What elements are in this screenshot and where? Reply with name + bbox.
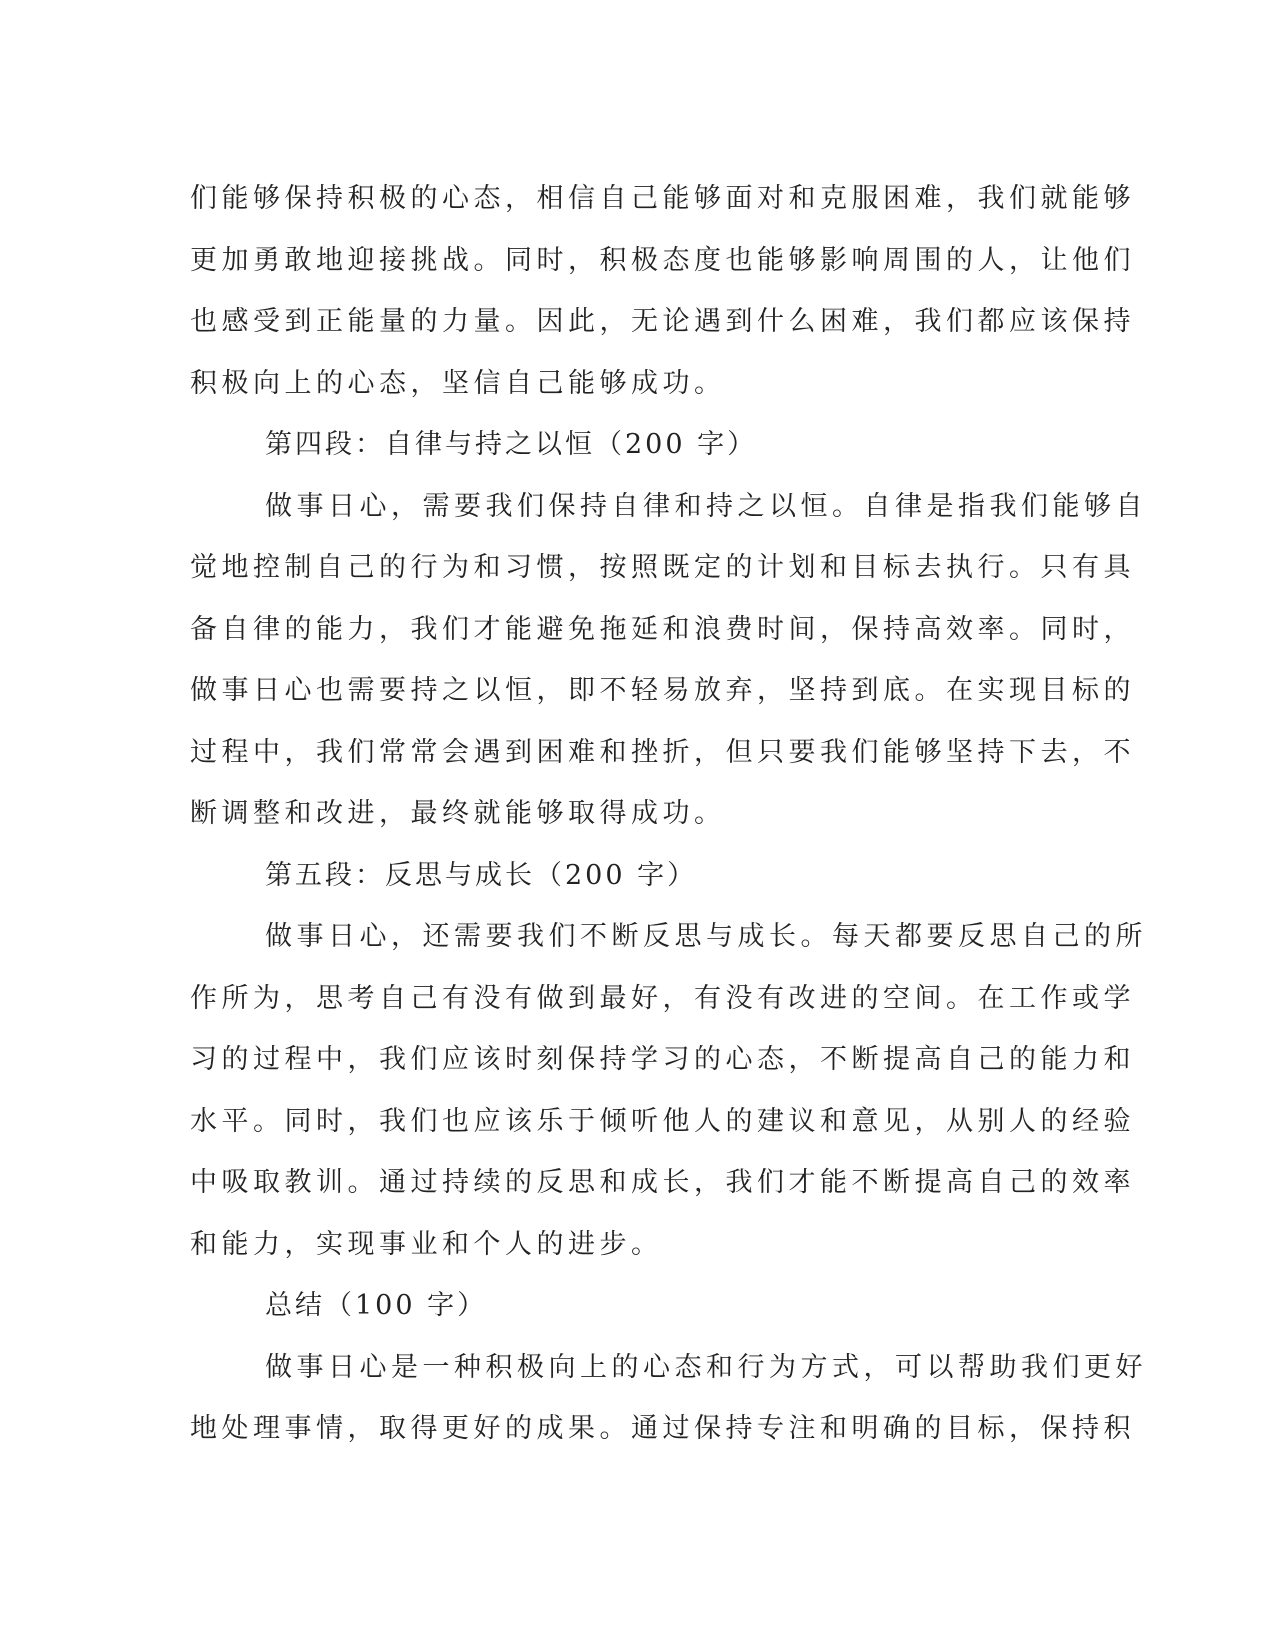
text-line: 断调整和改进，最终就能够取得成功。 [190, 798, 726, 829]
text-line: 地处理事情，取得更好的成果。通过保持专注和明确的目标，保持积 [190, 1413, 1135, 1444]
text-line: 更加勇敢地迎接挑战。同时，积极态度也能够影响周围的人，让他们 [190, 244, 1135, 276]
text-line: 水平。同时，我们也应该乐于倾听他人的建议和意见，从别人的经验 [190, 1105, 1135, 1137]
text-line: 做事日心，还需要我们不断反思与成长。每天都要反思自己的所 [265, 921, 1147, 952]
text-line: 也感受到正能量的力量。因此，无论遇到什么困难，我们都应该保持 [190, 306, 1135, 337]
text-line: 觉地控制自己的行为和习惯，按照既定的计划和目标去执行。只有具 [190, 552, 1135, 583]
text-line: 积极向上的心态，坚信自己能够成功。 [190, 367, 726, 399]
document-body [190, 168, 1147, 1460]
section-heading-summary: 总结（100 字） [265, 1290, 488, 1321]
text-line: 和能力，实现事业和个人的进步。 [190, 1228, 663, 1260]
text-line: 中吸取教训。通过持续的反思和成长，我们才能不断提高自己的效率 [190, 1167, 1135, 1198]
text-line: 过程中，我们常常会遇到困难和挫折，但只要我们能够坚持下去，不 [190, 736, 1135, 768]
section-heading-4: 第四段：自律与持之以恒（200 字） [265, 429, 758, 460]
section-heading-5: 第五段：反思与成长（200 字） [265, 859, 698, 891]
text-line: 做事日心也需要持之以恒，即不轻易放弃，坚持到底。在实现目标的 [190, 675, 1135, 706]
text-line: 备自律的能力，我们才能避免拖延和浪费时间，保持高效率。同时， [190, 613, 1135, 645]
text-line: 做事日心，需要我们保持自律和持之以恒。自律是指我们能够自 [265, 490, 1147, 522]
text-line: 们能够保持积极的心态，相信自己能够面对和克服困难，我们就能够 [190, 183, 1135, 214]
text-line: 习的过程中，我们应该时刻保持学习的心态，不断提高自己的能力和 [190, 1044, 1135, 1075]
text-line: 做事日心是一种积极向上的心态和行为方式，可以帮助我们更好 [265, 1351, 1147, 1383]
text-line: 作所为，思考自己有没有做到最好，有没有改进的空间。在工作或学 [190, 982, 1135, 1014]
